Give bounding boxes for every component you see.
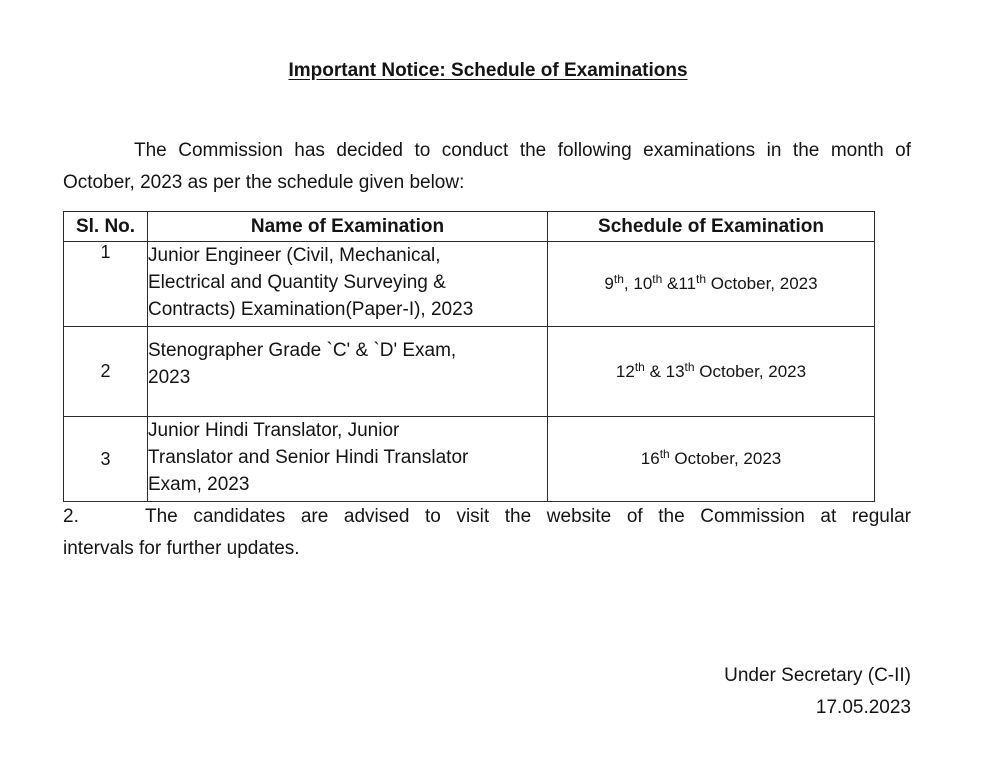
row-sl-no: 1 (64, 242, 148, 327)
ordinal-suffix: th (659, 447, 670, 461)
exam-name-line: Junior Hindi Translator, Junior (148, 420, 400, 441)
advisory-first-line (63, 501, 911, 533)
row-schedule (548, 417, 875, 502)
advisory-text: intervals for further updates. (63, 538, 300, 559)
row-schedule (548, 242, 875, 327)
header-sl-no: Sl. No. (64, 212, 148, 242)
header-schedule: Schedule of Examination (548, 212, 875, 242)
exam-name-line: Translator and Senior Hindi Translator (148, 447, 469, 468)
notice-date: 17.05.2023 (815, 697, 911, 718)
advisory-paragraph (63, 501, 911, 565)
signature-block (724, 660, 911, 724)
exam-name-line: Contracts) Examination(Paper-I), 2023 (148, 299, 474, 320)
schedule-text: 12 (615, 361, 635, 381)
exam-name-line: Stenographer Grade `C' & `D' Exam, (148, 340, 457, 361)
schedule-text: &11 (662, 274, 697, 293)
schedule-text: October, 2023 (669, 449, 782, 468)
signatory-designation: Under Secretary (C-II) (724, 665, 911, 686)
table-row (64, 242, 875, 327)
schedule-text: , (623, 274, 634, 293)
schedule-text: & 13 (644, 361, 685, 381)
exam-name-line: Junior Engineer (Civil, Mechanical, (148, 245, 441, 266)
row-sl-no: 2 (64, 327, 148, 417)
exam-name-line: 2023 (148, 367, 191, 388)
row-sl-no: 3 (64, 417, 148, 502)
row-exam-name (148, 327, 548, 417)
ordinal-suffix: th (652, 272, 663, 286)
schedule-text: October, 2023 (706, 274, 818, 293)
ordinal-suffix: th (634, 359, 645, 374)
row-exam-name (148, 242, 548, 327)
paragraph-number: 2. (63, 506, 79, 527)
exam-name-line: Electrical and Quantity Surveying & (148, 272, 446, 293)
ordinal-suffix: th (684, 359, 695, 374)
row-exam-name (148, 417, 548, 502)
table-row (64, 417, 875, 502)
intro-paragraph: The Commission has decided to conduct the following examinations in the month of October, 2023 as per the schedule given below: (63, 140, 911, 193)
notice-title: Important Notice: Schedule of Examinations (288, 60, 688, 81)
schedule-text: 16 (640, 449, 660, 468)
schedule-text: 9 (604, 274, 614, 293)
header-exam-name: Name of Examination (148, 212, 548, 242)
exam-name-line: Exam, 2023 (148, 474, 250, 495)
ordinal-suffix: th (696, 272, 707, 286)
table-header-row (64, 212, 875, 242)
schedule-text: October, 2023 (694, 361, 807, 381)
table-row (64, 327, 875, 417)
ordinal-suffix: th (613, 272, 624, 286)
schedule-text: 10 (633, 274, 653, 293)
row-schedule (548, 327, 875, 417)
advisory-text: The candidates are advised to visit the website of the Commission at regular (145, 506, 911, 527)
exam-schedule-table (63, 211, 875, 502)
